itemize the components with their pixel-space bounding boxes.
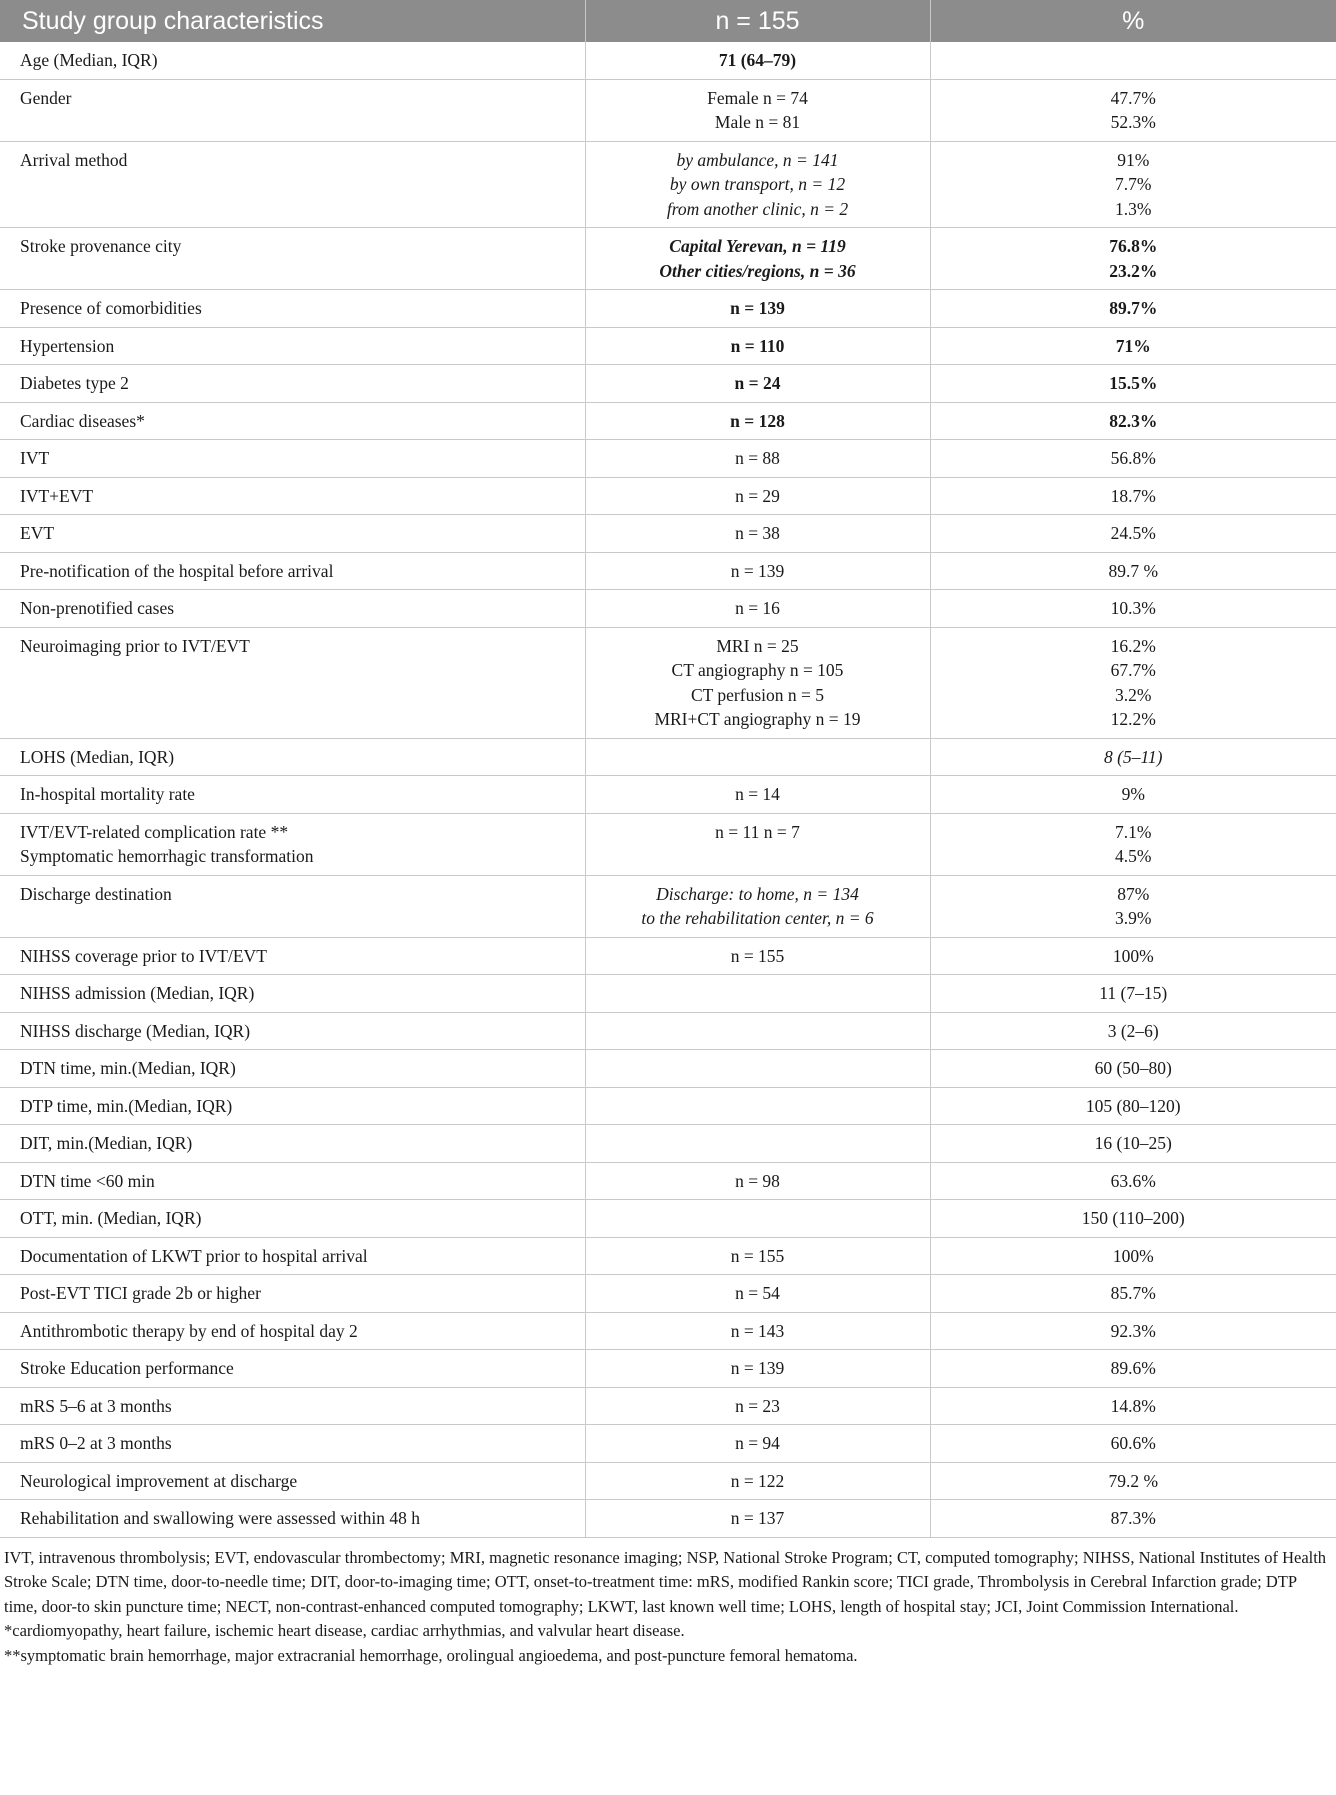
row-label bbox=[0, 1350, 585, 1388]
table-row bbox=[0, 141, 1336, 228]
table-row bbox=[0, 738, 1336, 776]
row-percent-line: 100% bbox=[1112, 1245, 1154, 1266]
row-count-line: n = 139 bbox=[730, 298, 785, 318]
row-percent-line: 3 (2–6) bbox=[1107, 1020, 1159, 1041]
row-label-line: Neurological improvement at discharge bbox=[20, 1470, 298, 1491]
row-count bbox=[585, 1350, 930, 1388]
row-label bbox=[0, 1125, 585, 1163]
row-count-line: Discharge: to home, n = 134 bbox=[656, 883, 859, 904]
row-percent-line: 89.7 % bbox=[1108, 560, 1159, 581]
row-label bbox=[0, 738, 585, 776]
row-label-line: LOHS (Median, IQR) bbox=[20, 746, 175, 767]
row-percent-line: 87% bbox=[1117, 883, 1150, 904]
row-count-line: n = 110 bbox=[730, 335, 785, 356]
row-label bbox=[0, 1387, 585, 1425]
row-label bbox=[0, 1087, 585, 1125]
row-percent bbox=[930, 1312, 1336, 1350]
row-label bbox=[0, 813, 585, 875]
row-percent-line: 105 (80–120) bbox=[1085, 1095, 1181, 1116]
row-count bbox=[585, 813, 930, 875]
table-row bbox=[0, 875, 1336, 937]
row-count bbox=[585, 327, 930, 365]
table-row bbox=[0, 1237, 1336, 1275]
row-count bbox=[585, 440, 930, 478]
table-row bbox=[0, 590, 1336, 628]
row-label-line: NIHSS discharge (Median, IQR) bbox=[20, 1020, 251, 1041]
table-footnotes bbox=[0, 1538, 1336, 1669]
row-count-line: n = 16 bbox=[735, 598, 780, 618]
row-percent bbox=[930, 975, 1336, 1013]
row-percent bbox=[930, 141, 1336, 228]
row-percent bbox=[930, 440, 1336, 478]
row-count bbox=[585, 875, 930, 937]
row-percent bbox=[930, 813, 1336, 875]
row-label-line: OTT, min. (Median, IQR) bbox=[20, 1208, 202, 1228]
row-count bbox=[585, 365, 930, 403]
table-row bbox=[0, 1275, 1336, 1313]
row-percent-line: 71% bbox=[1115, 335, 1151, 356]
row-label-line: Non-prenotified cases bbox=[20, 598, 175, 618]
table-row bbox=[0, 552, 1336, 590]
row-percent-line: 23.2% bbox=[1109, 260, 1158, 281]
table-body bbox=[0, 42, 1336, 1537]
header-row bbox=[0, 0, 1336, 42]
row-percent-line: 87.3% bbox=[1110, 1508, 1156, 1528]
row-label-line: Symptomatic hemorrhagic transformation bbox=[20, 846, 314, 866]
row-label bbox=[0, 1425, 585, 1463]
row-count-line: CT angiography n = 105 bbox=[671, 660, 844, 680]
row-count bbox=[585, 1125, 930, 1163]
row-percent bbox=[930, 1050, 1336, 1088]
row-percent-line: 14.8% bbox=[1110, 1395, 1156, 1416]
row-label-line: DTN time <60 min bbox=[20, 1170, 155, 1191]
row-label bbox=[0, 1275, 585, 1313]
table-row bbox=[0, 290, 1336, 328]
row-label-line: Presence of comorbidities bbox=[20, 298, 202, 318]
row-percent-line: 3.2% bbox=[1115, 684, 1152, 705]
table-row bbox=[0, 813, 1336, 875]
row-count bbox=[585, 552, 930, 590]
row-percent bbox=[930, 365, 1336, 403]
row-percent-line: 85.7% bbox=[1110, 1283, 1156, 1303]
row-count-line: n = 23 bbox=[735, 1395, 780, 1416]
header-count: n = 155 bbox=[585, 0, 930, 42]
row-percent bbox=[930, 42, 1336, 79]
row-label-line: EVT bbox=[20, 523, 55, 543]
row-count-line: n = 88 bbox=[735, 448, 780, 468]
row-label-line: NIHSS coverage prior to IVT/EVT bbox=[20, 945, 267, 966]
table-row bbox=[0, 365, 1336, 403]
row-label-line: Age (Median, IQR) bbox=[20, 50, 158, 70]
row-label bbox=[0, 1012, 585, 1050]
row-percent bbox=[930, 515, 1336, 553]
row-percent bbox=[930, 1012, 1336, 1050]
row-count-line: n = 128 bbox=[730, 410, 785, 431]
header-percent: % bbox=[930, 0, 1336, 42]
row-count bbox=[585, 590, 930, 628]
row-label-line: Gender bbox=[20, 87, 72, 108]
row-percent-line: 89.6% bbox=[1110, 1358, 1156, 1378]
row-percent bbox=[930, 552, 1336, 590]
table-row bbox=[0, 1500, 1336, 1538]
row-label bbox=[0, 42, 585, 79]
row-count bbox=[585, 1275, 930, 1313]
row-count-line: n = 122 bbox=[730, 1470, 785, 1491]
row-count bbox=[585, 477, 930, 515]
row-count-line: 71 (64–79) bbox=[718, 50, 797, 70]
header-characteristics: Study group characteristics bbox=[0, 0, 585, 42]
row-percent bbox=[930, 1387, 1336, 1425]
row-count bbox=[585, 1237, 930, 1275]
table-row bbox=[0, 477, 1336, 515]
table-row bbox=[0, 440, 1336, 478]
row-count bbox=[585, 1087, 930, 1125]
row-percent-line: 100% bbox=[1112, 945, 1154, 966]
row-percent bbox=[930, 1350, 1336, 1388]
row-count-line: n = 24 bbox=[734, 373, 781, 393]
row-count bbox=[585, 290, 930, 328]
table-row bbox=[0, 327, 1336, 365]
row-percent bbox=[930, 1237, 1336, 1275]
table-row bbox=[0, 1087, 1336, 1125]
row-percent bbox=[930, 776, 1336, 814]
row-label-line: IVT+EVT bbox=[20, 485, 94, 506]
row-label bbox=[0, 937, 585, 975]
table-row bbox=[0, 627, 1336, 738]
row-count bbox=[585, 1162, 930, 1200]
row-count-line: n = 98 bbox=[735, 1170, 780, 1191]
row-percent-line: 82.3% bbox=[1109, 410, 1158, 431]
row-label-line: mRS 0–2 at 3 months bbox=[20, 1433, 172, 1453]
table-row bbox=[0, 42, 1336, 79]
row-count-line: Female n = 74 bbox=[707, 87, 808, 108]
row-label bbox=[0, 1312, 585, 1350]
table-row bbox=[0, 776, 1336, 814]
row-percent-line: 16 (10–25) bbox=[1094, 1133, 1172, 1153]
row-percent bbox=[930, 1462, 1336, 1500]
footnote-single-star: *cardiomyopathy, heart failure, ischemic heart disease, cardiac arrhythmias, and valvular heart disease. bbox=[4, 1621, 685, 1640]
row-count bbox=[585, 1387, 930, 1425]
row-label-line: In-hospital mortality rate bbox=[20, 784, 195, 804]
row-count bbox=[585, 627, 930, 738]
row-label bbox=[0, 141, 585, 228]
row-percent bbox=[930, 1200, 1336, 1238]
row-count bbox=[585, 1050, 930, 1088]
row-percent-line: 7.1% bbox=[1115, 821, 1152, 842]
row-count-line: n = 11 n = 7 bbox=[715, 821, 800, 842]
row-percent-line: 24.5% bbox=[1110, 523, 1156, 543]
row-count bbox=[585, 402, 930, 440]
row-count-line: MRI n = 25 bbox=[716, 635, 799, 656]
row-percent-line: 56.8% bbox=[1110, 448, 1156, 468]
table-row bbox=[0, 1125, 1336, 1163]
table-row bbox=[0, 402, 1336, 440]
row-label-line: Antithrombotic therapy by end of hospital day 2 bbox=[20, 1320, 358, 1341]
row-label bbox=[0, 290, 585, 328]
table-row bbox=[0, 1312, 1336, 1350]
row-percent-line: 92.3% bbox=[1110, 1320, 1156, 1341]
row-count-line: n = 54 bbox=[735, 1283, 780, 1303]
row-label-line: Arrival method bbox=[20, 149, 128, 170]
row-label bbox=[0, 1162, 585, 1200]
row-count-line: n = 139 bbox=[730, 1358, 785, 1378]
row-percent bbox=[930, 937, 1336, 975]
footnote-double-star: **symptomatic brain hemorrhage, major extracranial hemorrhage, orolingual angioedema, and post-puncture femoral hematoma. bbox=[4, 1645, 858, 1665]
row-percent-line: 4.5% bbox=[1115, 846, 1152, 866]
row-percent bbox=[930, 327, 1336, 365]
table-row bbox=[0, 515, 1336, 553]
row-label-line: DTP time, min.(Median, IQR) bbox=[20, 1095, 233, 1116]
row-count-line: by own transport, n = 12 bbox=[669, 174, 846, 194]
row-percent bbox=[930, 738, 1336, 776]
table-row bbox=[0, 79, 1336, 141]
row-percent-line: 67.7% bbox=[1110, 660, 1156, 680]
table-row bbox=[0, 1425, 1336, 1463]
row-count bbox=[585, 515, 930, 553]
row-label bbox=[0, 975, 585, 1013]
row-percent bbox=[930, 1425, 1336, 1463]
row-percent-line: 18.7% bbox=[1110, 485, 1156, 506]
row-percent-line: 7.7% bbox=[1115, 174, 1152, 194]
row-label-line: Post-EVT TICI grade 2b or higher bbox=[20, 1283, 261, 1303]
row-count-line: n = 94 bbox=[735, 1433, 780, 1453]
row-percent bbox=[930, 477, 1336, 515]
row-label-line: Diabetes type 2 bbox=[20, 373, 129, 393]
table-row bbox=[0, 1162, 1336, 1200]
row-count-line: MRI+CT angiography n = 19 bbox=[654, 709, 861, 729]
row-count bbox=[585, 937, 930, 975]
row-percent bbox=[930, 1125, 1336, 1163]
table-row bbox=[0, 1350, 1336, 1388]
row-label-line: Hypertension bbox=[20, 335, 115, 356]
row-label-line: IVT/EVT-related complication rate ** bbox=[20, 821, 289, 842]
row-percent-line: 16.2% bbox=[1110, 635, 1156, 656]
row-label bbox=[0, 515, 585, 553]
row-count bbox=[585, 42, 930, 79]
row-count-line: n = 29 bbox=[735, 485, 780, 506]
row-percent-line: 89.7% bbox=[1109, 298, 1158, 318]
row-label bbox=[0, 1050, 585, 1088]
row-count-line: n = 38 bbox=[735, 523, 780, 543]
row-percent-line: 60.6% bbox=[1110, 1433, 1156, 1453]
row-percent-line: 63.6% bbox=[1110, 1170, 1156, 1191]
row-label bbox=[0, 627, 585, 738]
row-count-line: n = 143 bbox=[730, 1320, 785, 1341]
row-label-line: Pre-notification of the hospital before arrival bbox=[20, 560, 334, 581]
row-label bbox=[0, 79, 585, 141]
row-count bbox=[585, 1500, 930, 1538]
row-percent-line: 150 (110–200) bbox=[1081, 1208, 1185, 1228]
row-label-line: Discharge destination bbox=[20, 883, 172, 904]
row-count-line: Capital Yerevan, n = 119 bbox=[669, 236, 846, 256]
table-row bbox=[0, 1387, 1336, 1425]
row-percent bbox=[930, 627, 1336, 738]
row-percent-line: 11 (7–15) bbox=[1099, 983, 1168, 1003]
row-count bbox=[585, 1012, 930, 1050]
row-count-line: n = 155 bbox=[730, 945, 785, 966]
row-percent-line: 12.2% bbox=[1110, 709, 1156, 729]
row-label-line: Neuroimaging prior to IVT/EVT bbox=[20, 635, 250, 656]
row-label-line: Stroke provenance city bbox=[20, 236, 182, 256]
row-label-line: Stroke Education performance bbox=[20, 1358, 234, 1378]
row-percent bbox=[930, 79, 1336, 141]
row-percent-line: 8 (5–11) bbox=[1104, 746, 1163, 767]
row-percent-line: 76.8% bbox=[1109, 236, 1158, 256]
row-count bbox=[585, 1312, 930, 1350]
row-percent-line: 9% bbox=[1121, 784, 1145, 804]
row-percent-line: 47.7% bbox=[1110, 87, 1156, 108]
row-count-line: n = 155 bbox=[730, 1245, 785, 1266]
row-count bbox=[585, 1200, 930, 1238]
row-label bbox=[0, 590, 585, 628]
row-label bbox=[0, 365, 585, 403]
row-count-line: by ambulance, n = 141 bbox=[676, 149, 839, 170]
row-percent-line: 1.3% bbox=[1115, 198, 1152, 219]
table-row bbox=[0, 1200, 1336, 1238]
row-label bbox=[0, 875, 585, 937]
row-percent bbox=[930, 1500, 1336, 1538]
row-label-line: Cardiac diseases* bbox=[20, 410, 145, 431]
row-count bbox=[585, 975, 930, 1013]
row-count bbox=[585, 1425, 930, 1463]
row-label-line: Rehabilitation and swallowing were assessed within 48 h bbox=[20, 1508, 420, 1528]
row-label-line: IVT bbox=[20, 448, 50, 468]
row-count bbox=[585, 141, 930, 228]
table-row bbox=[0, 975, 1336, 1013]
row-label bbox=[0, 1462, 585, 1500]
table-row bbox=[0, 1462, 1336, 1500]
row-label bbox=[0, 1500, 585, 1538]
row-label bbox=[0, 552, 585, 590]
row-label-line: DTN time, min.(Median, IQR) bbox=[20, 1058, 236, 1078]
row-label bbox=[0, 402, 585, 440]
row-percent bbox=[930, 1087, 1336, 1125]
table-header bbox=[0, 0, 1336, 42]
row-label-line: NIHSS admission (Median, IQR) bbox=[20, 983, 255, 1003]
row-label bbox=[0, 440, 585, 478]
row-percent bbox=[930, 290, 1336, 328]
row-count-line: CT perfusion n = 5 bbox=[690, 684, 824, 705]
row-count bbox=[585, 79, 930, 141]
table-row bbox=[0, 228, 1336, 290]
row-count-line: n = 139 bbox=[730, 560, 785, 581]
row-percent bbox=[930, 228, 1336, 290]
row-percent-line: 91% bbox=[1117, 149, 1150, 170]
table-row bbox=[0, 937, 1336, 975]
row-percent-line: 3.9% bbox=[1115, 908, 1152, 928]
table-row bbox=[0, 1012, 1336, 1050]
table-row bbox=[0, 1050, 1336, 1088]
row-label bbox=[0, 477, 585, 515]
row-label bbox=[0, 228, 585, 290]
row-count bbox=[585, 776, 930, 814]
row-percent bbox=[930, 875, 1336, 937]
row-label-line: DIT, min.(Median, IQR) bbox=[20, 1133, 193, 1153]
row-label bbox=[0, 776, 585, 814]
row-percent bbox=[930, 590, 1336, 628]
row-count bbox=[585, 228, 930, 290]
row-percent-line: 79.2 % bbox=[1108, 1470, 1159, 1491]
row-label bbox=[0, 327, 585, 365]
row-label bbox=[0, 1237, 585, 1275]
row-percent bbox=[930, 1162, 1336, 1200]
footnote-abbreviations: IVT, intravenous thrombolysis; EVT, endovascular thrombectomy; MRI, magnetic resonance imaging; NSP, National Stroke Program; CT, computed tomography; NIHSS, National Institutes of Health Stroke Scale; DTN time, door-to-needle time; DIT, door-to-imaging time; OTT, onset-to-treatment time: mRS, modified Rankin score; TICI grade, Thrombolysis in Cerebral Infarction grade; DTP time, door-to skin puncture time; NECT, non-contrast-enhanced computed tomography; LKWT, last known well time; LOHS, length of hospital stay; JCI, Joint Commission International. bbox=[4, 1547, 1327, 1616]
row-count bbox=[585, 738, 930, 776]
row-label-line: Documentation of LKWT prior to hospital arrival bbox=[20, 1245, 368, 1266]
row-count-line: to the rehabilitation center, n = 6 bbox=[641, 908, 874, 928]
row-count bbox=[585, 1462, 930, 1500]
row-percent-line: 52.3% bbox=[1110, 112, 1156, 132]
row-percent-line: 10.3% bbox=[1110, 598, 1156, 618]
row-count-line: Other cities/regions, n = 36 bbox=[659, 260, 856, 281]
row-label-line: mRS 5–6 at 3 months bbox=[20, 1395, 172, 1416]
row-count-line: from another clinic, n = 2 bbox=[666, 198, 849, 219]
row-label bbox=[0, 1200, 585, 1238]
row-percent bbox=[930, 1275, 1336, 1313]
row-count-line: n = 137 bbox=[730, 1508, 785, 1528]
row-percent-line: 60 (50–80) bbox=[1094, 1058, 1172, 1078]
row-count-line: Male n = 81 bbox=[714, 112, 801, 132]
row-percent bbox=[930, 402, 1336, 440]
row-percent-line: 15.5% bbox=[1109, 373, 1158, 393]
row-count-line: n = 14 bbox=[735, 784, 780, 804]
